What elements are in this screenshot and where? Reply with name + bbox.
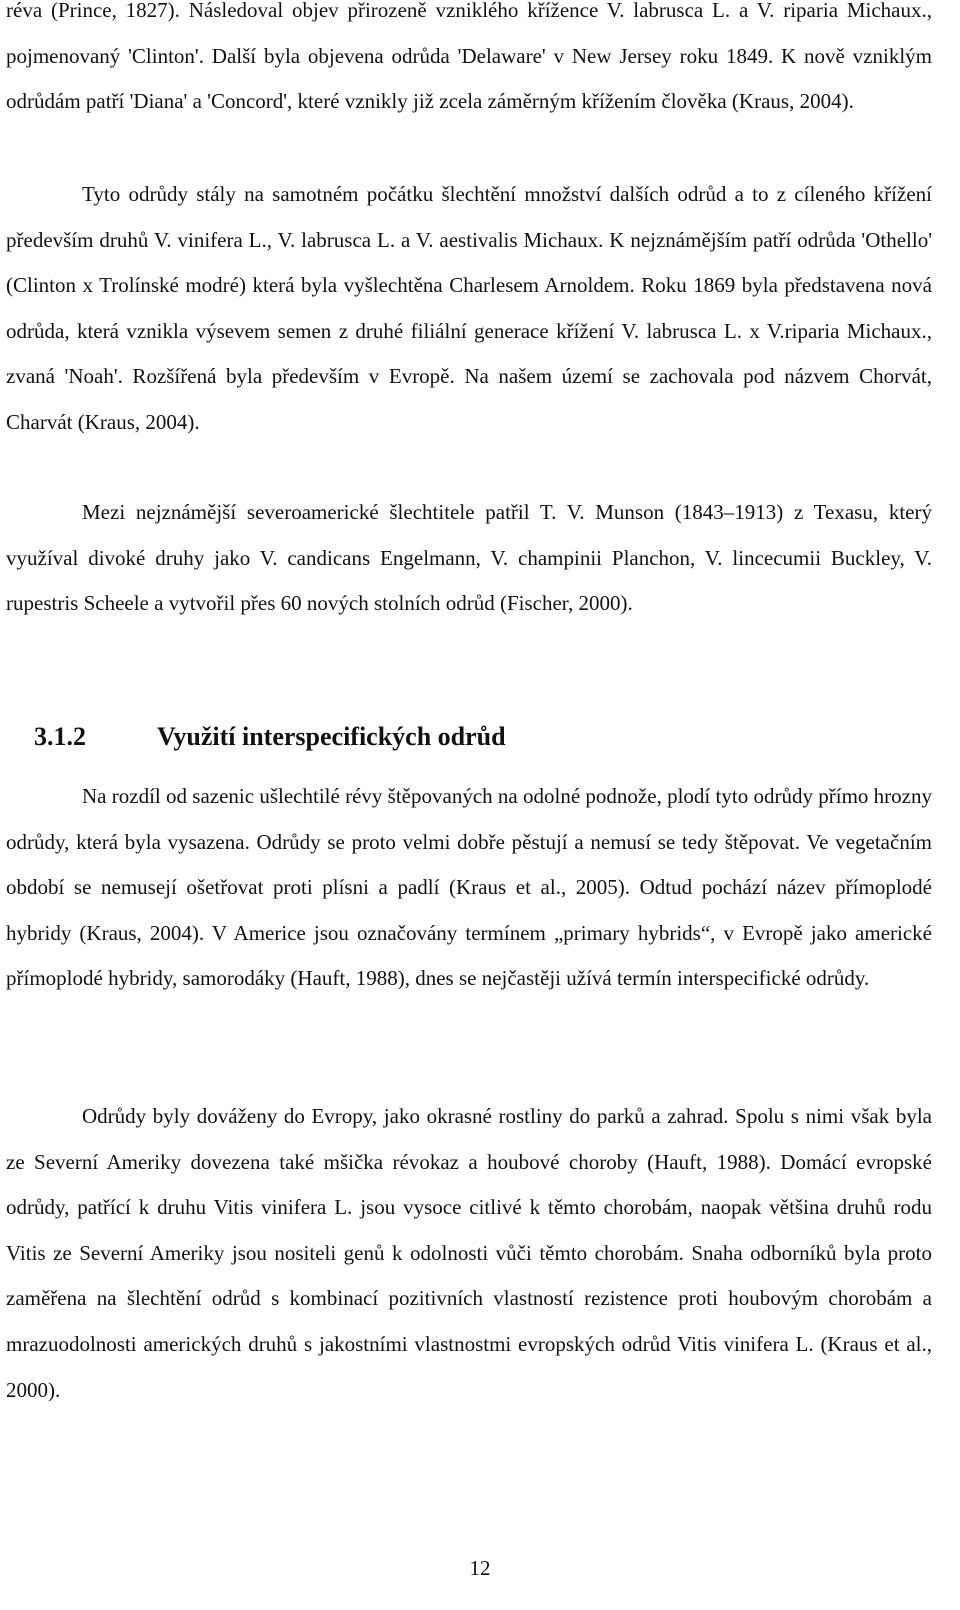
section-number: 3.1.2 <box>34 722 86 751</box>
paragraph-munson: Mezi nejznámější severoamerické šlechtitele patřil T. V. Munson (1843–1913) z Texasu, který využíval divoké druhy jako V. candicans Engelmann, V. champinii Planchon, V. lincecumii Buckley, V. rupestris Scheele a vytvořil přes 60 nových stolních odrůd (Fischer, 2000). <box>6 500 932 616</box>
paragraph-import-to-europe: Odrůdy byly dováženy do Evropy, jako okrasné rostliny do parků a zahrad. Spolu s nimi však byla ze Severní Ameriky dovezena také mšička révokaz a houbové choroby (Hauft, 1988). Domácí evropské odrůdy, patřící k druhu Vitis vinifera L. jsou vysoce citlivé k těmto chorobám, naopak většina druhů rodu Vitis ze Severní Ameriky jsou nositeli genů k odolnosti vůči těmto chorobám. Snaha odborníků byla proto zaměřena na šlechtění odrůd s kombinací pozitivních vlastností rezistence proti houbovým chorobám a mrazuodolnosti amerických druhů s jakostními vlastnostmi evropských odrůd Vitis vinifera L. (Kraus et al., 2000). <box>6 1104 932 1402</box>
paragraph-direct-producers: Na rozdíl od sazenic ušlechtilé révy štěpovaných na odolné podnože, plodí tyto odrůdy přímo hrozny odrůdy, která byla vysazena. Odrůdy se proto velmi dobře pěstují a nemusí se tedy štěpovat. Ve vegetačním období se nemusejí ošetřovat proti plísni a padlí (Kraus et al., 2005). Odtud pochází název přímoplodé hybridy (Kraus, 2004). V Americe jsou označovány termínem „primary hybrids“, v Evropě jako americké přímoplodé hybridy, samorodáky (Hauft, 1988), dnes se nejčastěji užívá termín interspecifické odrůdy. <box>6 784 932 991</box>
paragraph-origin-varieties: Tyto odrůdy stály na samotném počátku šlechtění množství dalších odrůd a to z cíleného křížení především druhů V. vinifera L., V. labrusca L. a V. aestivalis Michaux. K nejznámějším patří odrůda 'Othello' (Clinton x Trolínské modré) která byla vyšlechtěna Charlesem Arnoldem. Roku 1869 byla představena nová odrůda, která vznikla výsevem semen z druhé filiální generace křížení V. labrusca L. x V.riparia Michaux., zvaná 'Noah'. Rozšířená byla především v Evropě. Na našem území se zachovala pod názvem Chorvát, Charvát (Kraus, 2004). <box>6 182 932 434</box>
page-number: 12 <box>469 1556 491 1580</box>
section-heading <box>34 722 506 752</box>
paragraph-continuation: réva (Prince, 1827). Následoval objev přirozeně vzniklého křížence V. labrusca L. a V. riparia Michaux., pojmenovaný 'Clinton'. Další byla objevena odrůda 'Delaware' v New Jersey roku 1849. K nově vzniklým odrůdám patří 'Diana' a 'Concord', které vznikly již zcela záměrným křížením člověka (Kraus, 2004). <box>6 0 932 114</box>
section-title: Využití interspecifických odrůd <box>157 722 506 751</box>
